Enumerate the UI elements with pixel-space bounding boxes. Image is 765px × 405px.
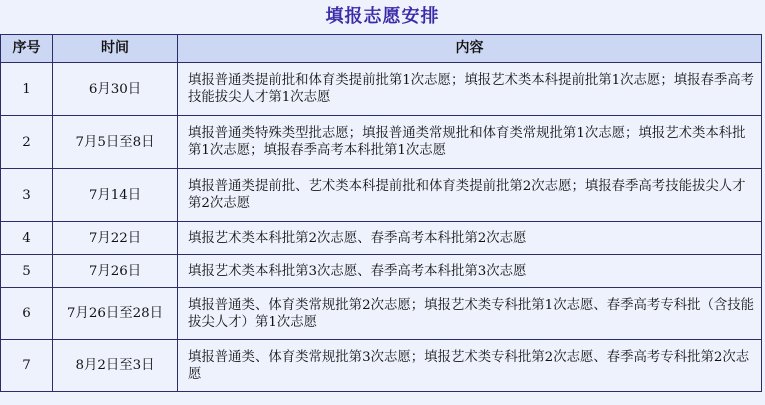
table-row <box>1 255 762 288</box>
page-title: 填报志愿安排 <box>325 6 440 27</box>
table-row <box>1 63 762 116</box>
row-seq: 3 <box>1 169 53 222</box>
row-seq: 7 <box>1 340 53 392</box>
header-time: 时间 <box>53 35 178 63</box>
row-content: 填报普通类、体育类常规批第3次志愿；填报艺术类专科批第2次志愿、春季高考专科批第2次志愿 <box>178 340 762 392</box>
schedule-table <box>0 34 762 392</box>
table-row <box>1 288 762 340</box>
row-time: 8月2日至3日 <box>53 340 178 392</box>
table-row <box>1 340 762 392</box>
row-seq: 1 <box>1 63 53 116</box>
table-row <box>1 222 762 255</box>
row-content: 填报普通类、体育类常规批第2次志愿；填报艺术类专科批第1次志愿、春季高考专科批（含技能拔尖人才）第1次志愿 <box>178 288 762 340</box>
row-content: 填报普通类提前批和体育类提前批第1次志愿；填报艺术类本科提前批第1次志愿；填报春季高考技能拔尖人才第1次志愿 <box>178 63 762 116</box>
row-time: 7月5日至8日 <box>53 116 178 169</box>
table-row <box>1 169 762 222</box>
row-content: 填报普通类特殊类型批志愿；填报普通类常规批和体育类常规批第1次志愿；填报艺术类本科批第1次志愿；填报春季高考本科批第1次志愿 <box>178 116 762 169</box>
row-seq: 2 <box>1 116 53 169</box>
header-seq: 序号 <box>1 35 53 63</box>
row-time: 7月22日 <box>53 222 178 255</box>
row-content: 填报普通类提前批、艺术类本科提前批和体育类提前批第2次志愿；填报春季高考技能拔尖人才第2次志愿 <box>178 169 762 222</box>
row-content: 填报艺术类本科批第3次志愿、春季高考本科批第3次志愿 <box>178 255 762 288</box>
row-time: 6月30日 <box>53 63 178 116</box>
row-time: 7月26日至28日 <box>53 288 178 340</box>
row-seq: 5 <box>1 255 53 288</box>
row-time: 7月14日 <box>53 169 178 222</box>
row-content: 填报艺术类本科批第2次志愿、春季高考本科批第2次志愿 <box>178 222 762 255</box>
table-row <box>1 116 762 169</box>
header-content: 内容 <box>178 35 762 63</box>
row-seq: 4 <box>1 222 53 255</box>
row-time: 7月26日 <box>53 255 178 288</box>
row-seq: 6 <box>1 288 53 340</box>
table-header-row <box>1 35 762 63</box>
